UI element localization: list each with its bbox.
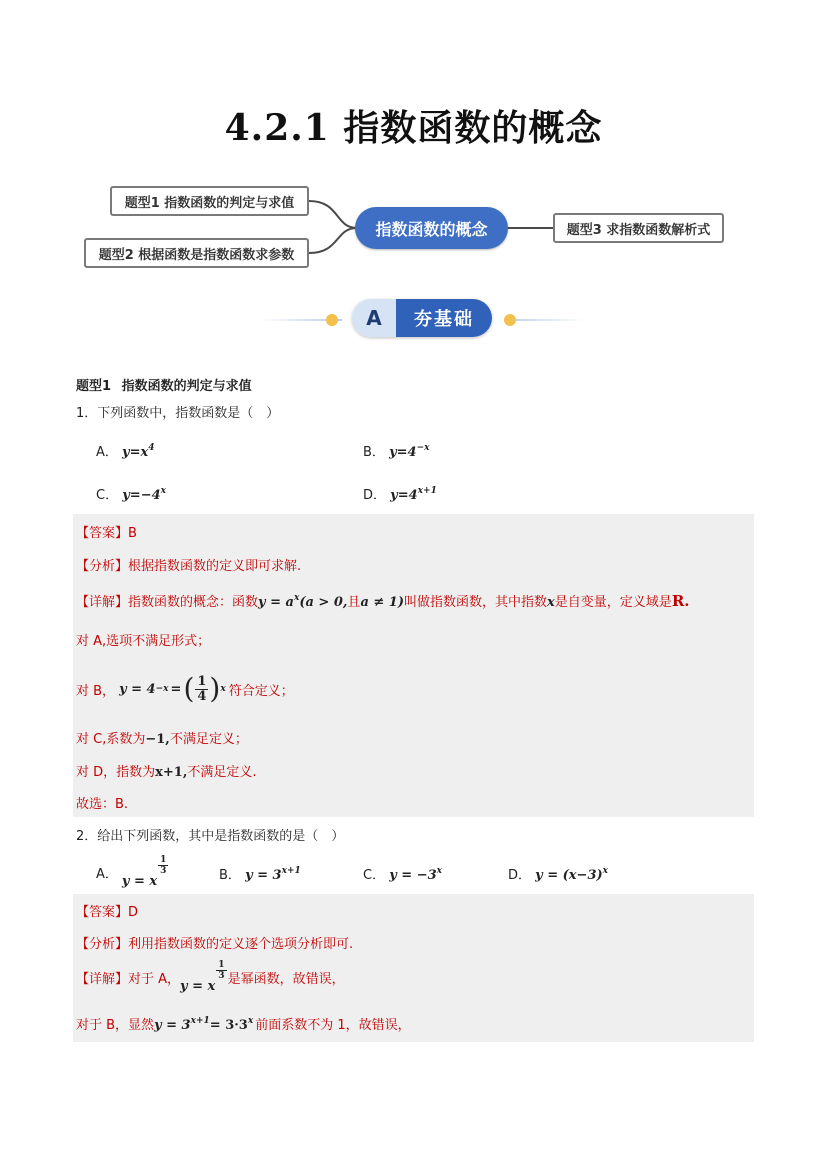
banner-text: 夯基础 <box>396 299 492 337</box>
option-formula: y = −3 <box>389 868 437 883</box>
line-b-formula: y = 4 <box>119 681 156 697</box>
line-c-val: −1, <box>145 732 170 747</box>
line-b-eq: = <box>170 681 182 697</box>
analysis-tag: 【分析】 <box>76 559 129 574</box>
q1-line-a: 对 A,选项不满足形式； <box>76 634 211 649</box>
detail-text: 对于 B，显然 <box>76 1018 155 1033</box>
analysis-text: 利用指数函数的定义逐个选项分析即可. <box>128 937 354 952</box>
q2-analysis <box>76 933 353 952</box>
section-heading <box>76 375 252 394</box>
banner-dot-right <box>504 314 516 326</box>
detail-formula-exp: x <box>293 593 300 603</box>
detail-formula: y = a <box>258 595 294 610</box>
option-exp: 4 <box>148 443 155 453</box>
option-base: x <box>140 445 149 460</box>
detail-tag: 【详解】 <box>76 595 129 610</box>
detail-text: 是幂函数，故错误， <box>227 971 345 987</box>
option-label: D． <box>508 868 532 883</box>
mindmap-node-type1 <box>110 186 309 216</box>
option-eq: = <box>396 445 408 460</box>
section-banner <box>352 299 492 337</box>
option-eq: = <box>129 488 141 503</box>
mindmap-center-node <box>355 207 508 249</box>
answer-value: B <box>128 526 137 541</box>
q1-choose: 故选：B. <box>76 797 129 812</box>
q2-option-a <box>96 855 169 889</box>
fraction-numerator: 1 <box>197 673 207 689</box>
q1-line-c <box>76 728 248 747</box>
option-label: A． <box>96 866 118 882</box>
answer-value: D <box>128 905 139 920</box>
fraction-numerator: 1 <box>160 855 167 865</box>
option-exp: x+1 <box>281 866 301 876</box>
option-label: B． <box>219 868 241 883</box>
option-exp: x+1 <box>417 486 437 496</box>
detail-text: 对于 A， <box>128 971 181 987</box>
option-base: −4 <box>140 488 161 503</box>
banner-dot-left <box>326 314 338 326</box>
detail-eq: = 3·3 <box>209 1018 248 1033</box>
banner-line-right <box>504 319 584 321</box>
q2-detail-a <box>76 960 345 994</box>
option-formula: y = 3 <box>245 868 282 883</box>
detail-text: 前面系数不为 1，故错误， <box>255 1018 411 1033</box>
q1-stem: 1．下列函数中，指数函数是（ ） <box>76 406 280 421</box>
detail-domain: R. <box>671 592 690 610</box>
mindmap-node-label: 题型3 求指数函数解析式 <box>566 222 711 238</box>
line-c-post: 不满足定义； <box>169 732 248 747</box>
section-title: 指数函数的判定与求值 <box>121 379 252 394</box>
answer-tag: 【答案】 <box>76 905 129 920</box>
q1-option-a <box>96 441 155 460</box>
answer-tag: 【答案】 <box>76 526 129 541</box>
line-b-post: 符合定义； <box>228 683 294 699</box>
option-label: C． <box>96 488 119 503</box>
option-exp: x <box>160 486 167 496</box>
mindmap-node-type2 <box>84 238 309 268</box>
detail-text: 指数函数的概念：函数 <box>128 595 259 610</box>
mindmap-node-label: 题型1 指数函数的判定与求值 <box>124 195 295 211</box>
detail-formula: y = x <box>180 979 216 994</box>
q1-analysis <box>76 555 301 574</box>
detail-var: x <box>547 595 555 610</box>
line-b-pre: 对 B， <box>76 683 116 699</box>
option-base: 4 <box>407 445 417 460</box>
line-c-pre: 对 C,系数为 <box>76 732 146 747</box>
option-y: y <box>390 488 398 503</box>
mindmap-node-label: 题型2 根据函数是指数函数求参数 <box>98 247 295 263</box>
fraction-one-quarter <box>195 675 208 704</box>
line-d-pre: 对 D，指数为 <box>76 765 156 780</box>
option-y: y <box>389 445 397 460</box>
detail-formula: y = 3 <box>154 1018 191 1033</box>
q2-option-b <box>219 864 301 883</box>
mindmap-node-type3 <box>553 213 724 243</box>
option-base: 4 <box>408 488 418 503</box>
paren-left: ( <box>183 672 195 705</box>
option-y: y <box>122 445 130 460</box>
option-label: B． <box>363 445 385 460</box>
detail-exp2: x <box>247 1016 254 1026</box>
option-formula: y = x <box>121 874 158 889</box>
line-d-val: x+1, <box>155 765 188 780</box>
q1-line-b: 对 B， y = 4 −x = ( $\frac{1}{4}$ ) x 符合定义； <box>76 672 294 705</box>
option-label: C． <box>363 868 386 883</box>
q2-option-d <box>508 864 608 883</box>
fraction-denominator: 3 <box>218 971 225 981</box>
option-exp: x <box>602 866 609 876</box>
q1-option-b <box>363 441 430 460</box>
section-label: 题型1 <box>76 379 112 394</box>
paren-right: ) <box>209 672 221 705</box>
detail-condition2: a ≠ 1) <box>360 595 405 610</box>
detail-and: 且 <box>347 595 361 610</box>
option-eq: = <box>397 488 409 503</box>
analysis-tag: 【分析】 <box>76 937 129 952</box>
q1-option-d <box>363 484 437 503</box>
detail-text: 叫做指数函数，其中指数 <box>404 595 548 610</box>
detail-exp: x+1 <box>190 1016 210 1026</box>
option-label: D． <box>363 488 387 503</box>
option-eq: = <box>129 445 141 460</box>
option-exp: x <box>436 866 443 876</box>
banner-letter: A <box>352 299 396 337</box>
option-exp: −x <box>416 443 430 453</box>
q1-detail <box>76 591 690 610</box>
line-d-post: 不满足定义. <box>187 765 257 780</box>
q1-line-d <box>76 761 257 780</box>
q2-stem: 2．给出下列函数，其中是指数函数的是（ ） <box>76 829 345 844</box>
q2-answer <box>76 901 138 920</box>
fraction-denominator: 4 <box>197 688 207 704</box>
option-formula: y = (x−3) <box>535 868 603 883</box>
fraction-denominator: 3 <box>160 866 167 876</box>
page-title: 4.2.1 指数函数的概念 <box>224 107 603 149</box>
mindmap-center-label: 指数函数的概念 <box>375 219 488 239</box>
fraction-numerator: 1 <box>218 960 225 970</box>
q2-detail-b <box>76 1014 411 1033</box>
option-label: A． <box>96 445 118 460</box>
q2-option-c <box>363 864 442 883</box>
option-exp-fraction <box>158 855 168 876</box>
detail-exp-fraction <box>216 960 226 981</box>
detail-condition: (a > 0, <box>299 595 348 610</box>
detail-text: 是自变量，定义域是 <box>554 595 672 610</box>
detail-tag: 【详解】 <box>76 971 129 987</box>
option-y: y <box>122 488 130 503</box>
q1-option-c <box>96 484 166 503</box>
q1-answer <box>76 522 137 541</box>
analysis-text: 根据指数函数的定义即可求解. <box>128 559 302 574</box>
